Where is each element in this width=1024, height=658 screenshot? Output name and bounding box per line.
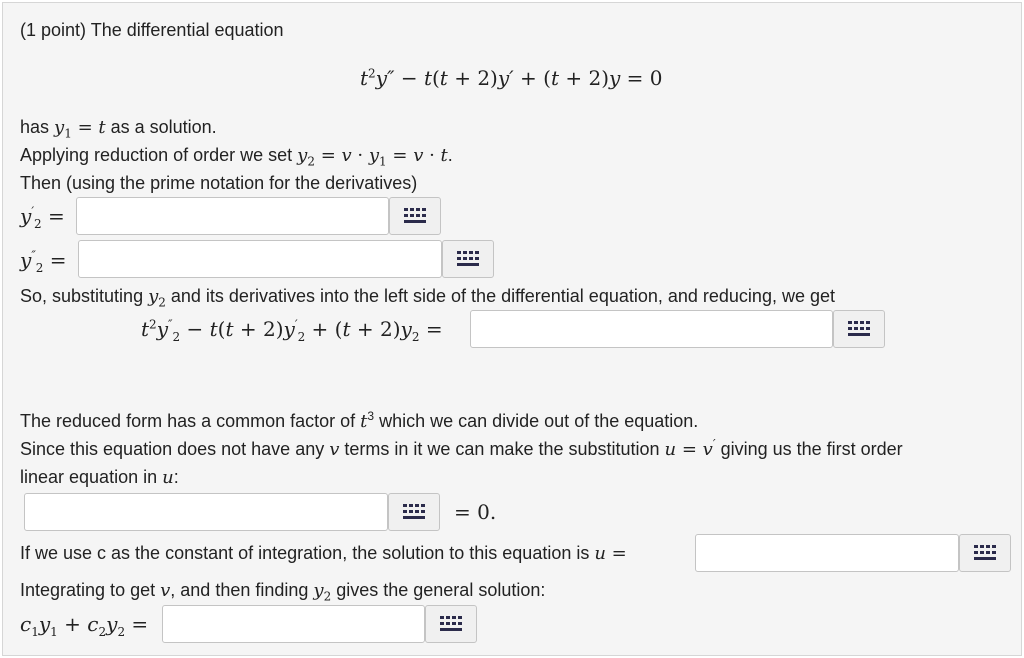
keypad-button[interactable] <box>442 240 494 278</box>
y2-prime-label: $y'_2$ = <box>20 204 65 231</box>
substituted-equation-input[interactable] <box>470 310 833 348</box>
reduced-form-line: The reduced form has a common factor of $t^3$ which we can divide out of the equation. <box>20 409 699 432</box>
keypad-button[interactable] <box>388 493 440 531</box>
keypad-button[interactable] <box>959 534 1011 572</box>
y2-prime-text[interactable] <box>77 198 388 234</box>
keypad-button[interactable] <box>425 605 477 643</box>
u-solution-input[interactable] <box>695 534 959 572</box>
linear-equation-input[interactable] <box>24 493 388 531</box>
y2-double-prime-input[interactable] <box>78 240 442 278</box>
y2-double-prime-label: $y''_2$ = <box>20 248 67 275</box>
keypad-grid-icon <box>974 545 996 561</box>
substitution-line: So, substituting $y_2$ and its derivatives into the left side of the differential equation, and reducing, we get <box>20 286 835 310</box>
constant-line: If we use c as the constant of integration, the solution to this equation is u = <box>20 543 627 564</box>
keypad-button[interactable] <box>389 197 441 235</box>
y2-prime-input[interactable] <box>76 197 389 235</box>
keypad-grid-icon <box>457 251 479 267</box>
keypad-grid-icon <box>403 504 425 520</box>
solution-line: has $y_1 = t$ as a solution. <box>20 117 217 141</box>
differential-equation: $t^2y'' - t(t + 2)y' + (t + 2)y = 0$ <box>360 66 663 90</box>
keypad-grid-icon <box>440 616 462 632</box>
substituted-equation: $t^2y''_2 - t(t + 2)y'_2 + (t + 2)y_2$ = <box>141 317 443 344</box>
keypad-button[interactable] <box>833 310 885 348</box>
keypad-grid-icon <box>848 321 870 337</box>
substitution-u-line: Since this equation does not have any v terms in it we can make the substitution u = v′ giving us the first order <box>20 437 903 460</box>
general-solution-label: $c_1y_1 + c_2y_2$ = <box>20 612 149 639</box>
linear-equation-line: linear equation in u: <box>20 467 179 488</box>
keypad-grid-icon <box>404 208 426 224</box>
linear-equation-text[interactable] <box>25 494 387 530</box>
integrating-line: Integrating to get v, and then finding $y_2$ gives the general solution: <box>20 580 546 604</box>
y2-double-prime-text[interactable] <box>79 241 441 277</box>
prime-notation-line: Then (using the prime notation for the derivatives) <box>20 173 418 193</box>
reduction-line: Applying reduction of order we set $y_2 = v \cdot y_1 = v \cdot t$. <box>20 145 453 169</box>
problem-intro: (1 point) The differential equation <box>20 20 284 40</box>
general-solution-input[interactable] <box>162 605 425 643</box>
problem-panel <box>2 2 1022 656</box>
u-solution-text[interactable] <box>696 535 958 571</box>
substituted-equation-text[interactable] <box>471 311 832 347</box>
general-solution-text[interactable] <box>163 606 424 642</box>
equals-zero: = 0. <box>454 500 497 524</box>
